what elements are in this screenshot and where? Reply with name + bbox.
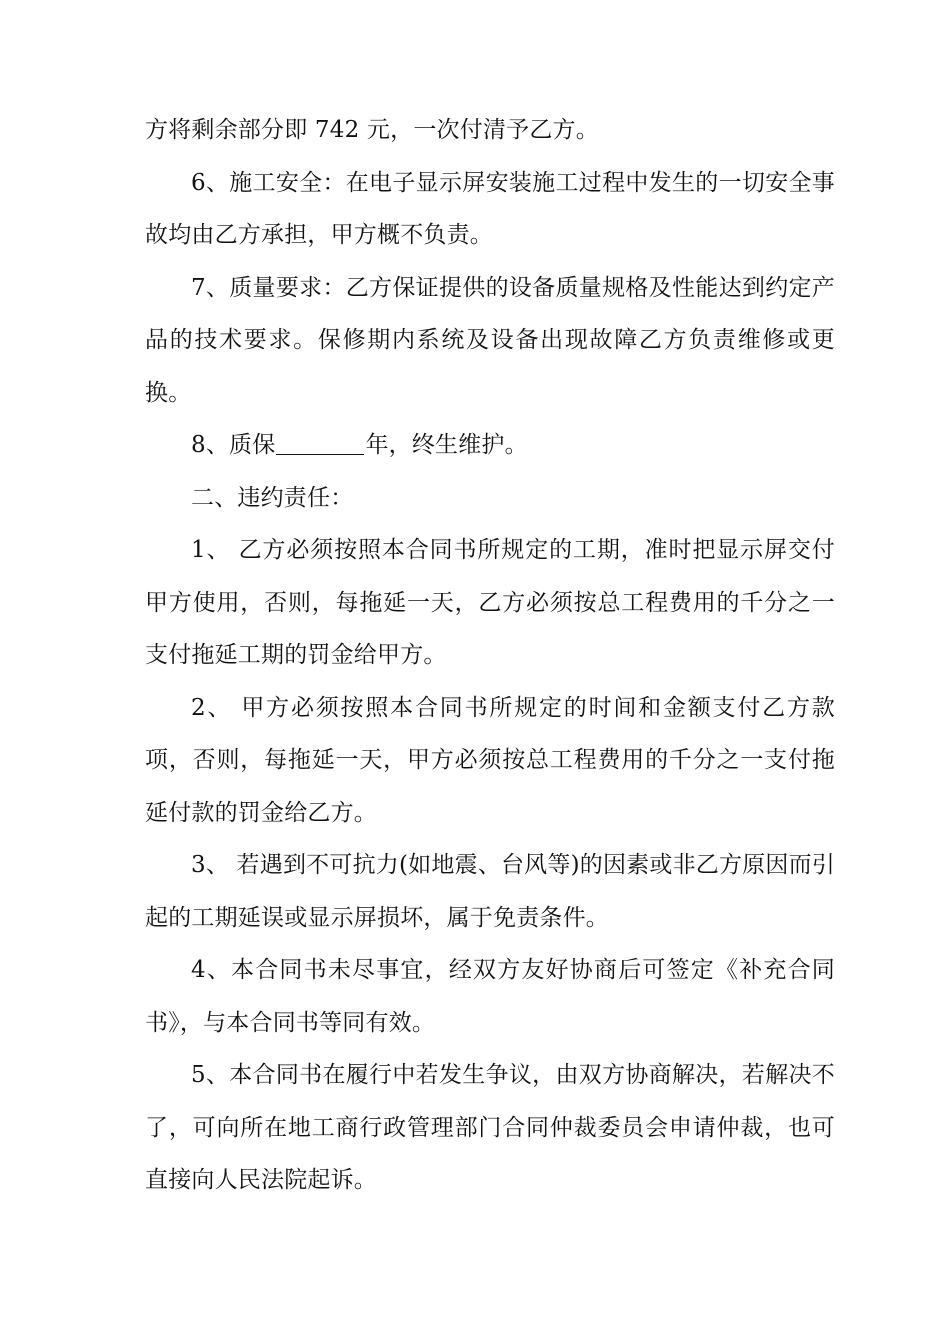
warranty-label: 8、质保 [191, 432, 276, 458]
paragraph-breach-5: 5、本合同书在履行中若发生争议，由双方协商解决，若解决不了，可向所在地工商行政管理部门合同仲裁委员会申请仲裁，也可直接向人民法院起诉。 [145, 1062, 835, 1193]
paragraph-payment-continuation: 方将剩余部分即 742 元，一次付清予乙方。 [145, 117, 599, 143]
paragraph-quality-requirements: 7、质量要求：乙方保证提供的设备质量规格及性能达到约定产品的技术要求。保修期内系统及设备出现故障乙方负责维修或更换。 [145, 274, 835, 406]
paragraph-breach-1: 1、 乙方必须按照本合同书所规定的工期，准时把显示屏交付甲方使用，否则，每拖延一天，乙方必须按总工程费用的千分之一支付拖延工期的罚金给甲方。 [145, 537, 835, 668]
paragraph-construction-safety: 6、施工安全：在电子显示屏安装施工过程中发生的一切安全事故均由乙方承担，甲方概不负责。 [145, 169, 835, 248]
section-heading-breach-liability: 二、违约责任： [191, 484, 354, 511]
warranty-years-blank [276, 432, 364, 455]
paragraph-breach-2: 2、 甲方必须按照本合同书所规定的时间和金额支付乙方款项，否则，每拖延一天，甲方必须按总工程费用的千分之一支付拖延付款的罚金给乙方。 [145, 694, 835, 826]
paragraph-breach-3: 3、 若遇到不可抗力(如地震、台风等)的因素或非乙方原因而引起的工期延误或显示屏损坏，属于免责条件。 [145, 852, 835, 931]
paragraph-breach-4: 4、本合同书未尽事宜，经双方友好协商后可签定《补充合同书》，与本合同书等同有效。 [145, 957, 835, 1036]
contract-body [145, 104, 835, 1207]
warranty-suffix: 年，终生维护。 [365, 432, 528, 458]
paragraph-warranty [145, 419, 835, 472]
